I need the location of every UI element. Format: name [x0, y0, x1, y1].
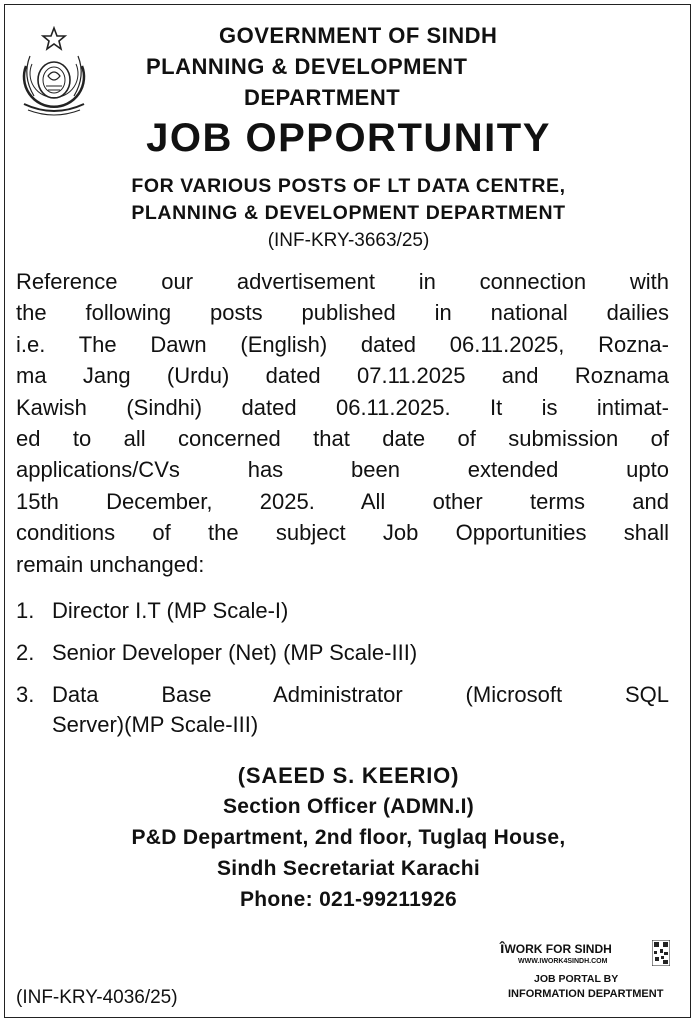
post-title: Senior Developer (Net) (MP Scale-III): [52, 640, 418, 665]
list-item: [16, 596, 669, 626]
body-line: conditions of the subject Job Opportunities shall: [16, 520, 669, 546]
subtitle-line-2: PLANNING & DEVELOPMENT DEPARTMENT: [131, 202, 566, 224]
work-for-sindh-logo: îWORK FOR SINDH: [500, 940, 612, 957]
department-line: PLANNING & DEVELOPMENT: [146, 54, 468, 79]
body-line: i.e. The Dawn (English) dated 06.11.2025, Rozna-: [16, 331, 669, 357]
officer-name: (SAEED S. KEERIO): [237, 763, 460, 788]
post-title: Data Base Administrator (Microsoft SQL: [52, 682, 669, 707]
phone-number: Phone: 021-99211926: [239, 888, 457, 911]
information-department-label: INFORMATION DEPARTMENT: [508, 988, 664, 1000]
post-number: 1.: [16, 598, 35, 623]
subtitle-line-1: FOR VARIOUS POSTS OF LT DATA CENTRE,: [131, 175, 566, 197]
body-line: Reference our advertisement in connection with: [16, 269, 669, 294]
list-item: [16, 680, 669, 740]
office-address-2: Sindh Secretariat Karachi: [216, 857, 481, 880]
qr-code-icon: [652, 940, 670, 966]
post-number: 2.: [16, 640, 35, 665]
notice-body: [16, 266, 669, 580]
signature-block: [0, 760, 697, 915]
post-title: Director I.T (MP Scale-I): [52, 598, 289, 623]
body-line: 15th December, 2025. All other terms and: [16, 488, 669, 514]
sindh-emblem-icon: [10, 26, 98, 122]
page-title: JOB OPPORTUNITY: [146, 116, 551, 160]
officer-designation: Section Officer (ADMN.I): [222, 795, 475, 818]
subtitle: [0, 173, 697, 227]
list-item: [16, 638, 669, 668]
post-title-continued: Server)(MP Scale-III): [52, 712, 259, 737]
job-portal-label: JOB PORTAL BY: [534, 973, 619, 985]
reference-number-top: (INF-KRY-3663/25): [267, 230, 430, 251]
office-address: P&D Department, 2nd floor, Tuglaq House,: [131, 826, 566, 849]
body-line: applications/CVs has been extended upto: [16, 457, 669, 483]
post-number: 3.: [16, 682, 35, 707]
work-for-sindh-url: WWW.IWORK4SINDH.COM: [518, 958, 608, 965]
body-line: Kawish (Sindhi) dated 06.11.2025. It is intimat-: [16, 394, 669, 420]
body-line: remain unchanged:: [16, 551, 205, 577]
body-line: the following posts published in national dailies: [16, 300, 669, 326]
reference-number-bottom: (INF-KRY-4036/25): [16, 987, 178, 1008]
person-icon: î: [500, 940, 505, 957]
department-line-2: DEPARTMENT: [244, 85, 401, 110]
government-line: GOVERNMENT OF SINDH: [219, 23, 498, 48]
body-line: ed to all concerned that date of submission of: [16, 426, 669, 452]
posts-list: [16, 596, 669, 752]
body-line: ma Jang (Urdu) dated 07.11.2025 and Roznama: [16, 363, 669, 389]
work-for-sindh-badge: [500, 938, 675, 1008]
